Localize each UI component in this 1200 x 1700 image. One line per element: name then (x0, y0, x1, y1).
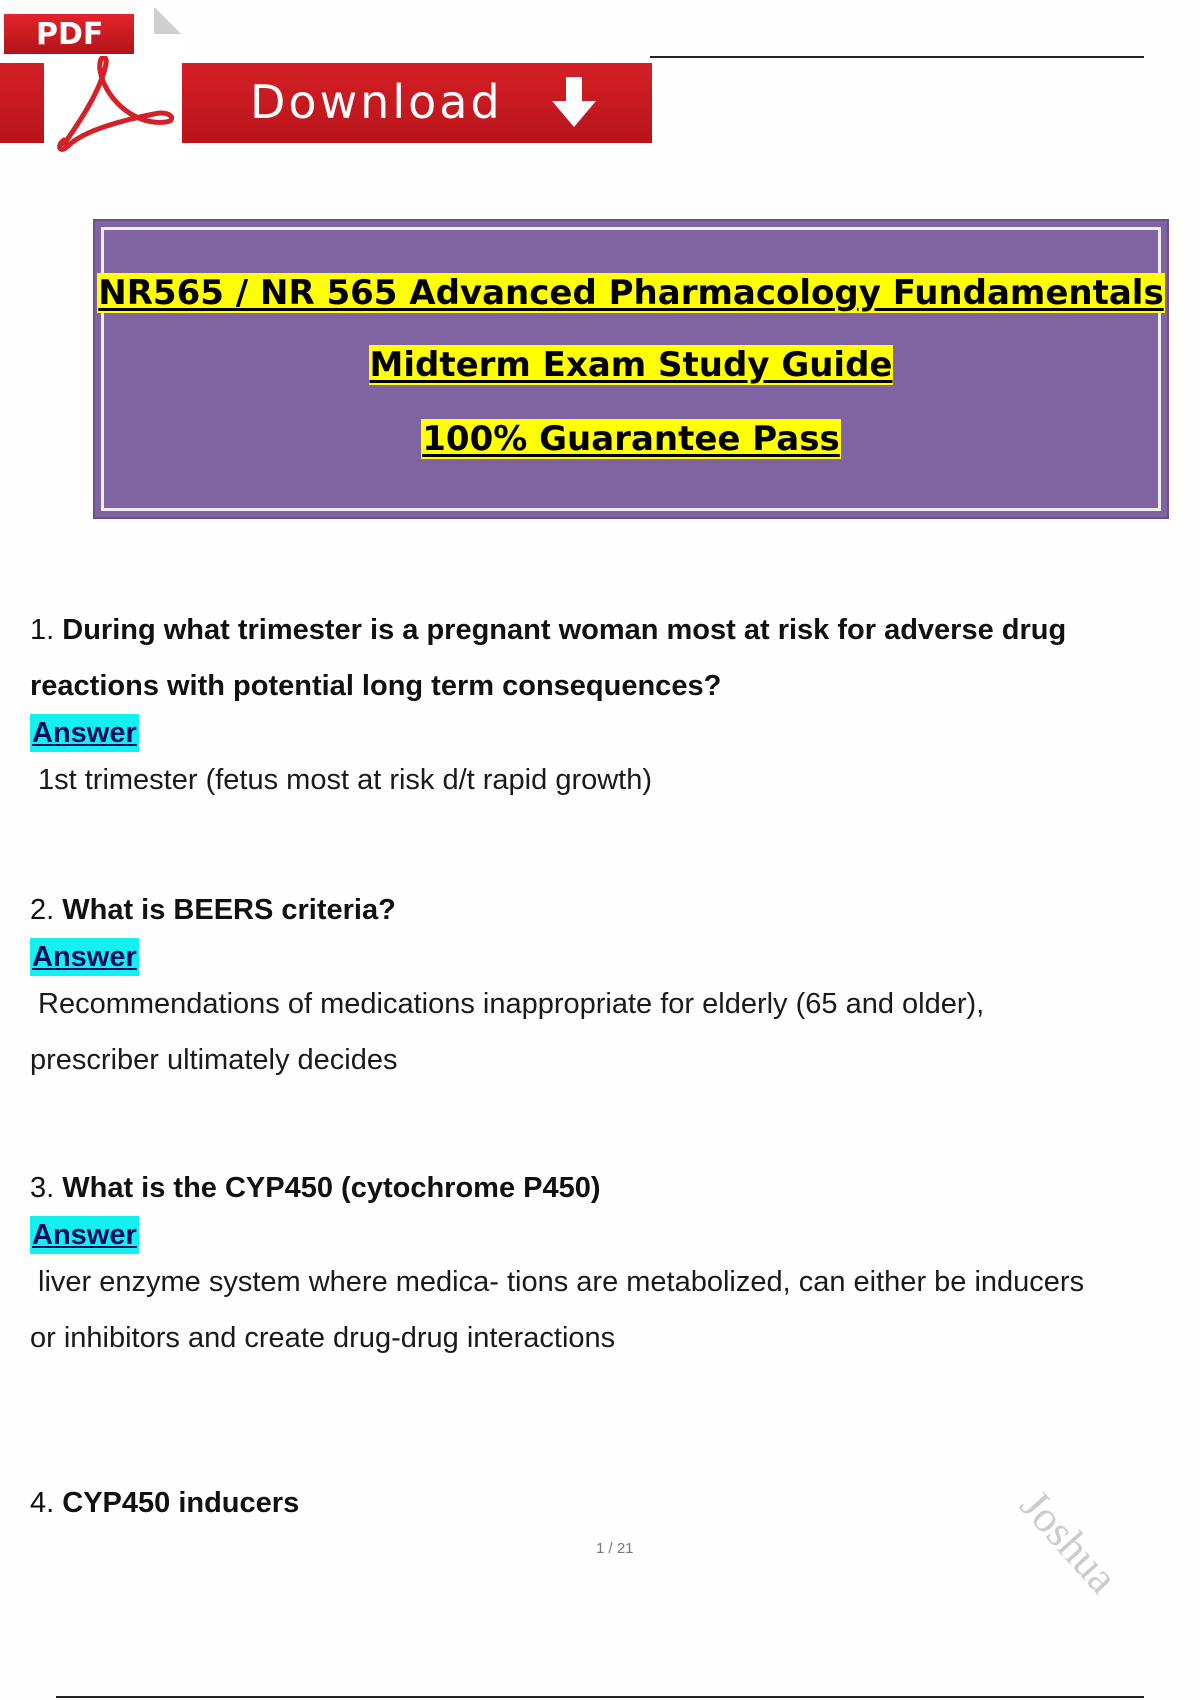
answer-label: Answer (30, 1216, 139, 1254)
question-text: What is BEERS criteria? (62, 894, 396, 926)
question-4 (30, 1475, 1180, 1531)
question-block-3 (30, 1160, 1180, 1366)
question-number: 2. (30, 894, 55, 926)
question-number: 4. (30, 1487, 55, 1519)
title-subtitle: Midterm Exam Study Guide (369, 345, 893, 385)
acrobat-logo-icon (54, 56, 174, 156)
question-text: During what trimester is a pregnant woman most at risk for adverse drug reactions with potential long term consequences? (30, 614, 1067, 702)
footer-rule (56, 1696, 1144, 1698)
title-line-2 (95, 345, 1167, 385)
pdf-tag-label: PDF (36, 16, 104, 52)
pdf-tag (4, 14, 134, 54)
header-rule (650, 56, 1144, 58)
answer-label: Answer (30, 714, 139, 752)
question-1 (30, 602, 1180, 714)
title-line-1 (95, 273, 1167, 313)
question-block-1 (30, 602, 1180, 808)
answer-text: liver enzyme system where medica- tions are metabolized, can either be inducers or inhibitors and create drug-drug interactions (30, 1266, 1085, 1354)
question-block-4 (30, 1475, 1180, 1531)
pdf-page-fold (154, 8, 182, 34)
download-arrow-icon[interactable] (552, 77, 596, 129)
pdf-icon[interactable] (4, 8, 186, 160)
watermark: Joshua (1010, 1480, 1128, 1603)
document-title-box (93, 219, 1169, 519)
question-number: 1. (30, 614, 55, 646)
answer-text: 1st trimester (fetus most at risk d/t rapid growth) (38, 764, 653, 796)
question-number: 3. (30, 1172, 55, 1204)
page-indicator: 1 / 21 (596, 1540, 634, 1557)
answer-text: Recommendations of medications inappropriate for elderly (65 and older), prescriber ultimately decides (30, 988, 985, 1076)
question-text: What is the CYP450 (cytochrome P450) (62, 1172, 601, 1204)
title-course: NR565 / NR 565 Advanced Pharmacology Fundamentals (98, 273, 1164, 313)
download-label[interactable]: Download (250, 75, 503, 129)
title-tagline: 100% Guarantee Pass (422, 419, 840, 459)
question-block-2 (30, 882, 1180, 1088)
question-text: CYP450 inducers (62, 1487, 300, 1519)
title-line-3 (95, 419, 1167, 459)
answer-label: Answer (30, 938, 139, 976)
question-3 (30, 1160, 1180, 1216)
question-2 (30, 882, 1180, 938)
